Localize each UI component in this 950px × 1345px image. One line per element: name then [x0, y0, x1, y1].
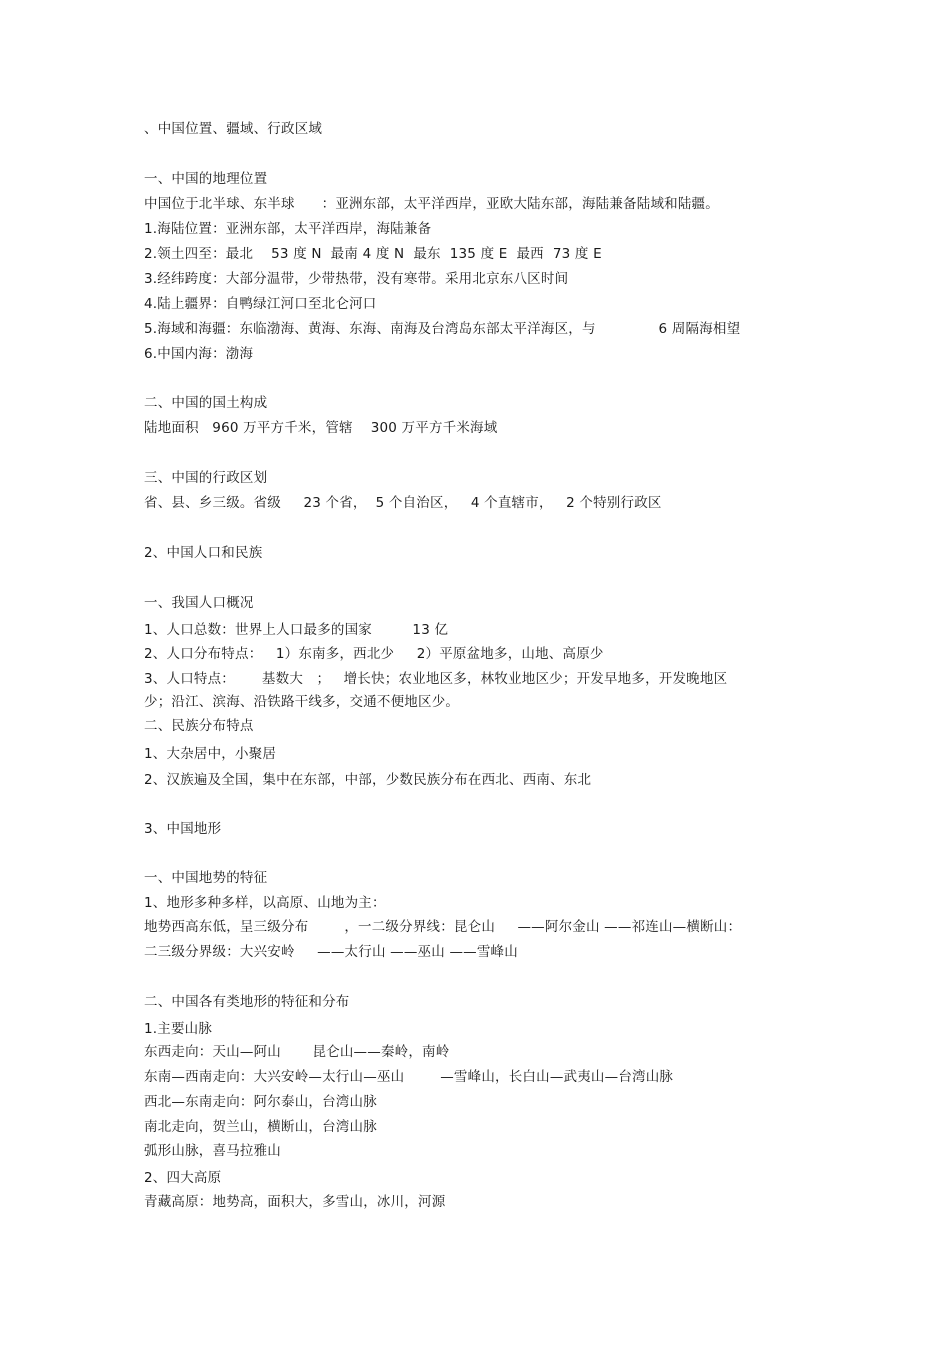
list-item: 2、四大高原: [144, 1170, 222, 1186]
list-item: 5.海域和海疆：东临渤海、黄海、东海、南海及台湾岛东部太平洋海区，与 6 周隔海相望: [144, 321, 741, 337]
text-line: 陆地面积 960 万平方千米，管辖 300 万平方千米海域: [144, 420, 498, 436]
list-item: 3、人口特点： 基数大 ； 增长快；农业地区多，林牧业地区少；开发早地多，开发晚地区: [144, 671, 728, 687]
subsection-heading: 一、中国的地理位置: [144, 171, 268, 187]
text-line: 少；沿江、滨海、沿铁路干线多，交通不便地区少。: [144, 694, 460, 710]
subsection-heading: 二、民族分布特点: [144, 718, 254, 734]
list-item: 1.主要山脉: [144, 1021, 213, 1037]
text-line: 东西走向：天山—阿山 昆仑山——秦岭，南岭: [144, 1044, 450, 1060]
subsection-heading: 一、中国地势的特征: [144, 870, 268, 886]
list-item: 2、人口分布特点： 1）东南多，西北少 2）平原盆地多，山地、高原少: [144, 646, 604, 662]
text-line: 省、县、乡三级。省级 23 个省， 5 个自治区， 4 个直辖市， 2 个特别行政区: [144, 495, 662, 511]
section-heading: 3、中国地形: [144, 821, 222, 837]
list-item: 4.陆上疆界：自鸭绿江河口至北仑河口: [144, 296, 377, 312]
text-line: 南北走向，贺兰山，横断山，台湾山脉: [144, 1119, 377, 1135]
list-item: 1.海陆位置：亚洲东部，太平洋西岸，海陆兼备: [144, 221, 432, 237]
section-heading: 、中国位置、疆域、行政区域: [144, 121, 323, 137]
text-line: 二三级分界级：大兴安岭 ——太行山 ——巫山 ——雪峰山: [144, 944, 518, 960]
list-item: 3.经纬跨度：大部分温带，少带热带，没有寒带。采用北京东八区时间: [144, 271, 569, 287]
text-line: 中国位于北半球、东半球 ：亚洲东部，太平洋西岸，亚欧大陆东部，海陆兼备陆域和陆疆。: [144, 196, 719, 212]
subsection-heading: 三、中国的行政区划: [144, 470, 268, 486]
text-line: 青藏高原：地势高，面积大，多雪山，冰川，河源: [144, 1194, 446, 1210]
list-item: 1、人口总数：世界上人口最多的国家 13 亿: [144, 622, 449, 638]
list-item: 1、大杂居中，小聚居: [144, 746, 277, 762]
list-item: 2、汉族遍及全国，集中在东部，中部，少数民族分布在西北、西南、东北: [144, 772, 592, 788]
text-line: 西北—东南走向：阿尔泰山，台湾山脉: [144, 1094, 377, 1110]
list-item: 2.领土四至：最北 53 度 N 最南 4 度 N 最东 135 度 E 最西 73 度 E: [144, 246, 602, 262]
section-heading: 2、中国人口和民族: [144, 545, 263, 561]
text-line: 东南—西南走向：大兴安岭—太行山—巫山 —雪峰山，长白山—武夷山—台湾山脉: [144, 1069, 674, 1085]
list-item: 6.中国内海：渤海: [144, 346, 254, 362]
list-item: 1、地形多种多样，以高原、山地为主：: [144, 895, 386, 911]
text-line: 弧形山脉，喜马拉雅山: [144, 1143, 281, 1159]
subsection-heading: 二、中国各有类地形的特征和分布: [144, 994, 350, 1010]
subsection-heading: 二、中国的国土构成: [144, 395, 268, 411]
subsection-heading: 一、我国人口概况: [144, 595, 254, 611]
text-line: 地势西高东低，呈三级分布 ，一二级分界线：昆仑山 ——阿尔金山 ——祁连山—横断山：: [144, 919, 742, 935]
